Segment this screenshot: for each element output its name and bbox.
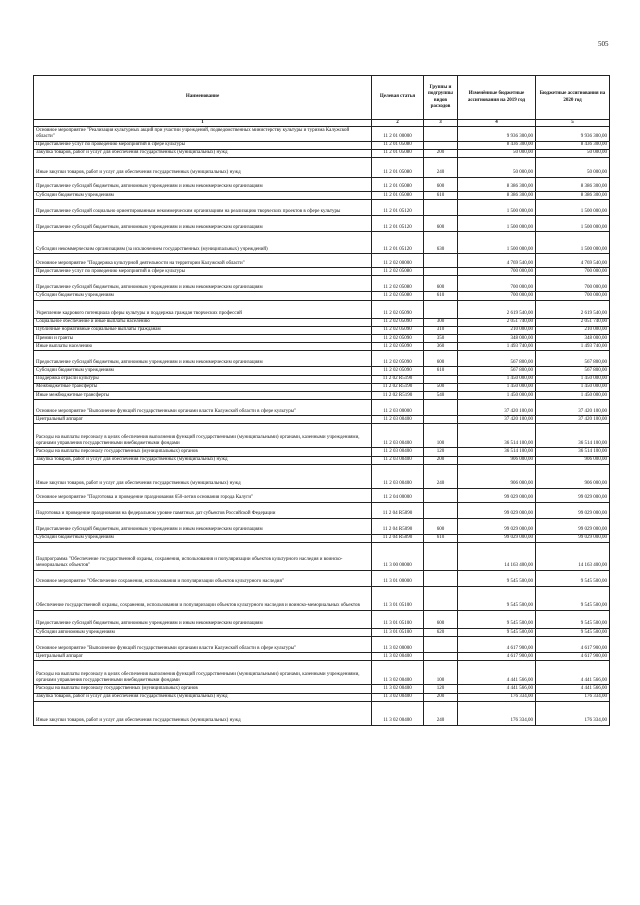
row-expense-group-cell: 350 xyxy=(424,335,458,343)
row-amount-2020-cell: 37 420 100,00 xyxy=(536,416,610,424)
row-target-article-cell: 11 2 04 R5090 xyxy=(372,502,424,518)
table-row xyxy=(34,400,610,416)
row-expense-group-cell: 120 xyxy=(424,448,458,456)
row-name-cell: Предоставление субсидий бюджетным, автономным учреждениям и иным некоммерческим организациям xyxy=(34,351,372,367)
table-row xyxy=(34,149,610,157)
row-amount-2019-cell: 906 000,00 xyxy=(458,464,536,488)
header-name: Наименование xyxy=(34,76,372,120)
row-expense-group-cell: 200 xyxy=(424,456,458,464)
row-name-cell: Закупка товаров, работ и услуг для обеспечения государственных (муниципальных) нужд xyxy=(34,456,372,464)
row-amount-2019-cell: 4 769 540,00 xyxy=(458,254,536,268)
row-target-article-cell: 11 2 01 05120 xyxy=(372,216,424,232)
row-amount-2020-cell: 348 000,00 xyxy=(536,335,610,343)
row-amount-2019-cell: 1 500 000,00 xyxy=(458,200,536,216)
table-row xyxy=(34,276,610,292)
row-amount-2019-cell: 700 000,00 xyxy=(458,268,536,276)
row-amount-2020-cell: 9 936 300,00 xyxy=(536,127,610,141)
row-target-article-cell: 11 2 03 00400 xyxy=(372,464,424,488)
row-amount-2020-cell: 9 545 500,00 xyxy=(536,587,610,611)
row-amount-2019-cell: 700 000,00 xyxy=(458,276,536,292)
row-target-article-cell: 11 3 01 05100 xyxy=(372,611,424,629)
row-expense-group-cell: 610 xyxy=(424,367,458,375)
row-amount-2020-cell: 9 545 500,00 xyxy=(536,611,610,629)
table-row xyxy=(34,629,610,637)
row-name-cell: Предоставление субсидий бюджетным, автономным учреждениям и иным некоммерческим организациям xyxy=(34,518,372,534)
table-row xyxy=(34,701,610,725)
row-target-article-cell: 11 2 02 05090 xyxy=(372,335,424,343)
row-amount-2020-cell: 176 334,00 xyxy=(536,693,610,701)
row-amount-2020-cell: 176 334,00 xyxy=(536,701,610,725)
table-row xyxy=(34,502,610,518)
row-name-cell: Основное мероприятие "Выполнение функций государственными органами власти Калужской области в сфере культуры" xyxy=(34,637,372,653)
row-amount-2020-cell: 210 000,00 xyxy=(536,326,610,334)
row-target-article-cell: 11 2 01 05080 xyxy=(372,192,424,200)
row-target-article-cell: 11 2 02 R5190 xyxy=(372,392,424,400)
row-expense-group-cell: 620 xyxy=(424,629,458,637)
table-row xyxy=(34,383,610,391)
row-amount-2020-cell: 567 800,00 xyxy=(536,351,610,367)
row-amount-2020-cell: 50 000,00 xyxy=(536,158,610,178)
row-amount-2019-cell: 9 545 500,00 xyxy=(458,629,536,637)
table-row xyxy=(34,375,610,383)
row-amount-2020-cell: 906 000,00 xyxy=(536,464,610,488)
row-expense-group-cell xyxy=(424,268,458,276)
row-amount-2020-cell: 1 450 000,00 xyxy=(536,375,610,383)
row-expense-group-cell: 310 xyxy=(424,326,458,334)
column-number-row xyxy=(34,120,610,127)
row-amount-2020-cell: 1 450 000,00 xyxy=(536,392,610,400)
row-amount-2019-cell: 4 441 566,00 xyxy=(458,661,536,685)
row-expense-group-cell: 240 xyxy=(424,464,458,488)
row-target-article-cell: 11 2 02 R5190 xyxy=(372,375,424,383)
row-amount-2020-cell: 14 163 400,00 xyxy=(536,543,610,571)
row-target-article-cell: 11 2 01 05080 xyxy=(372,141,424,149)
table-row xyxy=(34,464,610,488)
row-target-article-cell: 11 3 02 00400 xyxy=(372,653,424,661)
row-amount-2019-cell: 348 000,00 xyxy=(458,335,536,343)
row-name-cell: Расходы на выплаты персоналу государственных (муниципальных) органов xyxy=(34,685,372,693)
row-amount-2019-cell: 567 800,00 xyxy=(458,367,536,375)
table-row xyxy=(34,254,610,268)
column-number: 2 xyxy=(372,120,424,127)
row-amount-2020-cell: 9 545 500,00 xyxy=(536,571,610,587)
row-amount-2020-cell: 8 386 300,00 xyxy=(536,178,610,192)
table-row xyxy=(34,318,610,326)
row-amount-2020-cell: 1 500 000,00 xyxy=(536,232,610,254)
row-target-article-cell: 11 2 04 00000 xyxy=(372,488,424,502)
row-amount-2019-cell: 9 545 500,00 xyxy=(458,571,536,587)
row-expense-group-cell xyxy=(424,653,458,661)
row-target-article-cell: 11 2 03 00400 xyxy=(372,416,424,424)
row-target-article-cell: 11 2 03 00000 xyxy=(372,400,424,416)
row-name-cell: Субсидии бюджетным учреждениям xyxy=(34,192,372,200)
row-expense-group-cell: 100 xyxy=(424,424,458,448)
row-target-article-cell: 11 2 02 05090 xyxy=(372,326,424,334)
row-target-article-cell: 11 2 03 00400 xyxy=(372,448,424,456)
row-name-cell: Иные закупки товаров, работ и услуг для обеспечения государственных (муниципальных) нужд xyxy=(34,464,372,488)
row-amount-2020-cell: 700 000,00 xyxy=(536,276,610,292)
row-amount-2019-cell: 99 029 000,00 xyxy=(458,534,536,542)
row-expense-group-cell xyxy=(424,400,458,416)
row-name-cell: Предоставление субсидий бюджетным, автономным учреждениям и иным некоммерческим организациям xyxy=(34,611,372,629)
row-name-cell: Расходы на выплаты персоналу в целях обеспечения выполнения функций государственными (муниципальными) органами, казенными учреждениями, органами управления государственными внебюджетными фондами xyxy=(34,424,372,448)
table-row xyxy=(34,448,610,456)
table-row xyxy=(34,216,610,232)
table-row xyxy=(34,158,610,178)
row-expense-group-cell: 610 xyxy=(424,534,458,542)
row-amount-2019-cell: 36 514 100,00 xyxy=(458,448,536,456)
row-expense-group-cell: 600 xyxy=(424,216,458,232)
row-target-article-cell: 11 3 00 00000 xyxy=(372,543,424,571)
row-amount-2019-cell: 1 450 000,00 xyxy=(458,375,536,383)
row-expense-group-cell xyxy=(424,375,458,383)
table-row xyxy=(34,661,610,685)
column-number: 3 xyxy=(424,120,458,127)
row-amount-2020-cell: 4 441 566,00 xyxy=(536,685,610,693)
row-target-article-cell: 11 3 01 00000 xyxy=(372,571,424,587)
row-amount-2020-cell: 700 000,00 xyxy=(536,292,610,300)
row-amount-2019-cell: 176 334,00 xyxy=(458,701,536,725)
row-expense-group-cell xyxy=(424,254,458,268)
table-row xyxy=(34,351,610,367)
table-row xyxy=(34,611,610,629)
row-name-cell: Подготовка и проведение празднования на федеральном уровне памятных дат субъектов Российской Федерации xyxy=(34,502,372,518)
row-name-cell: Премии и гранты xyxy=(34,335,372,343)
table-row xyxy=(34,300,610,318)
row-target-article-cell: 11 2 02 05090 xyxy=(372,300,424,318)
row-name-cell: Предоставление субсидий бюджетным, автономным учреждениям и иным некоммерческим организациям xyxy=(34,178,372,192)
row-amount-2019-cell: 37 420 100,00 xyxy=(458,416,536,424)
row-expense-group-cell: 610 xyxy=(424,192,458,200)
header-expense-group: Группы и подгруппы видов расходов xyxy=(424,76,458,120)
row-expense-group-cell xyxy=(424,141,458,149)
row-name-cell: Подпрограмма "Обеспечение государственной охраны, сохранения, использования и популяризации объектов культурного наследия и воинско-мемориальных объектов" xyxy=(34,543,372,571)
row-name-cell: Субсидии бюджетным учреждениям xyxy=(34,367,372,375)
row-expense-group-cell xyxy=(424,488,458,502)
row-name-cell: Основное мероприятие "Реализация культурных акций при участии учреждений, подведомственных министерству культуры и туризма Калужской области" xyxy=(34,127,372,141)
row-target-article-cell: 11 2 02 05090 xyxy=(372,318,424,326)
row-expense-group-cell: 600 xyxy=(424,611,458,629)
table-row xyxy=(34,268,610,276)
row-amount-2020-cell: 36 514 100,00 xyxy=(536,448,610,456)
row-name-cell: Центральный аппарат xyxy=(34,416,372,424)
table-body xyxy=(34,120,610,726)
table-row xyxy=(34,335,610,343)
table-row xyxy=(34,141,610,149)
table-row xyxy=(34,587,610,611)
row-expense-group-cell xyxy=(424,571,458,587)
row-target-article-cell: 11 2 02 R5190 xyxy=(372,383,424,391)
row-expense-group-cell: 240 xyxy=(424,701,458,725)
row-name-cell: Иные межбюджетные трансферты xyxy=(34,392,372,400)
row-target-article-cell: 11 2 03 00400 xyxy=(372,456,424,464)
row-name-cell: Основное мероприятие "Выполнение функций государственными органами власти Калужской области в сфере культуры" xyxy=(34,400,372,416)
row-expense-group-cell: 360 xyxy=(424,343,458,351)
row-amount-2019-cell: 36 514 100,00 xyxy=(458,424,536,448)
row-amount-2019-cell: 2 619 540,00 xyxy=(458,300,536,318)
table-row xyxy=(34,232,610,254)
table-row xyxy=(34,543,610,571)
row-amount-2020-cell: 99 029 000,00 xyxy=(536,518,610,534)
row-name-cell: Субсидии бюджетным учреждениям xyxy=(34,292,372,300)
table-row xyxy=(34,200,610,216)
row-amount-2019-cell: 37 420 100,00 xyxy=(458,400,536,416)
column-number: 1 xyxy=(34,120,372,127)
row-amount-2019-cell: 8 386 300,00 xyxy=(458,178,536,192)
row-expense-group-cell: 600 xyxy=(424,518,458,534)
row-expense-group-cell: 200 xyxy=(424,149,458,157)
table-row xyxy=(34,571,610,587)
table-row xyxy=(34,326,610,334)
table-row xyxy=(34,424,610,448)
row-name-cell: Предоставление субсидий бюджетным, автономным учреждениям и иным некоммерческим организациям xyxy=(34,216,372,232)
column-number: 4 xyxy=(458,120,536,127)
row-expense-group-cell xyxy=(424,587,458,611)
row-amount-2020-cell: 2 051 740,00 xyxy=(536,318,610,326)
row-target-article-cell: 11 2 03 00400 xyxy=(372,424,424,448)
row-name-cell: Иные выплаты населению xyxy=(34,343,372,351)
row-name-cell: Предоставление услуг по проведению мероприятий в сфере культуры xyxy=(34,141,372,149)
row-expense-group-cell xyxy=(424,543,458,571)
row-target-article-cell: 11 2 02 05080 xyxy=(372,276,424,292)
row-name-cell: Закупка товаров, работ и услуг для обеспечения государственных (муниципальных) нужд xyxy=(34,693,372,701)
row-amount-2020-cell: 2 619 540,00 xyxy=(536,300,610,318)
row-expense-group-cell: 540 xyxy=(424,392,458,400)
row-amount-2020-cell: 1 450 000,00 xyxy=(536,383,610,391)
row-amount-2020-cell: 50 000,00 xyxy=(536,149,610,157)
row-amount-2019-cell: 4 617 900,00 xyxy=(458,653,536,661)
row-expense-group-cell: 300 xyxy=(424,318,458,326)
page-number: 505 xyxy=(598,40,609,48)
table-row xyxy=(34,127,610,141)
row-expense-group-cell: 610 xyxy=(424,292,458,300)
row-amount-2020-cell: 906 000,00 xyxy=(536,456,610,464)
row-amount-2019-cell: 99 029 000,00 xyxy=(458,502,536,518)
row-amount-2019-cell: 1 493 740,00 xyxy=(458,343,536,351)
row-amount-2020-cell: 1 493 740,00 xyxy=(536,343,610,351)
row-name-cell: Иные закупки товаров, работ и услуг для обеспечения государственных (муниципальных) нужд xyxy=(34,158,372,178)
row-name-cell: Поддержка отрасли культуры xyxy=(34,375,372,383)
row-amount-2020-cell: 4 617 900,00 xyxy=(536,637,610,653)
row-amount-2019-cell: 9 545 500,00 xyxy=(458,611,536,629)
row-name-cell: Расходы на выплаты персоналу в целях обеспечения выполнения функций государственными (муниципальными) органами, казенными учреждениями, органами управления государственными внебюджетными фондами xyxy=(34,661,372,685)
row-name-cell: Иные закупки товаров, работ и услуг для обеспечения государственных (муниципальных) нужд xyxy=(34,701,372,725)
row-expense-group-cell xyxy=(424,416,458,424)
header-amount-2019: Изменённые бюджетные ассигнования на 2019 год xyxy=(458,76,536,120)
row-target-article-cell: 11 3 02 00400 xyxy=(372,685,424,693)
row-target-article-cell: 11 3 02 00000 xyxy=(372,637,424,653)
row-expense-group-cell: 240 xyxy=(424,158,458,178)
row-amount-2020-cell: 37 420 100,00 xyxy=(536,400,610,416)
header-target-article: Целевая статья xyxy=(372,76,424,120)
row-amount-2019-cell: 176 334,00 xyxy=(458,693,536,701)
row-expense-group-cell: 600 xyxy=(424,276,458,292)
row-amount-2019-cell: 1 500 000,00 xyxy=(458,232,536,254)
row-target-article-cell: 11 2 02 05090 xyxy=(372,343,424,351)
row-amount-2020-cell: 99 029 000,00 xyxy=(536,534,610,542)
row-amount-2019-cell: 9 936 300,00 xyxy=(458,127,536,141)
row-target-article-cell: 11 2 02 05090 xyxy=(372,351,424,367)
row-expense-group-cell: 120 xyxy=(424,685,458,693)
row-amount-2019-cell: 210 000,00 xyxy=(458,326,536,334)
budget-table xyxy=(33,75,610,726)
row-name-cell: Публичные нормативные социальные выплаты гражданам xyxy=(34,326,372,334)
row-amount-2019-cell: 906 000,00 xyxy=(458,456,536,464)
row-name-cell: Обеспечение государственной охраны, сохранения, использования и популяризации объектов культурного наследия и воинско-мемориальных объектов xyxy=(34,587,372,611)
row-target-article-cell: 11 2 01 05120 xyxy=(372,200,424,216)
table-row xyxy=(34,693,610,701)
row-target-article-cell: 11 2 02 00000 xyxy=(372,254,424,268)
row-amount-2019-cell: 567 800,00 xyxy=(458,351,536,367)
row-target-article-cell: 11 3 02 00400 xyxy=(372,693,424,701)
row-name-cell: Субсидии бюджетным учреждениям xyxy=(34,534,372,542)
row-target-article-cell: 11 2 04 R5090 xyxy=(372,518,424,534)
header-amount-2020: Бюджетные ассигнования на 2020 год xyxy=(536,76,610,120)
row-amount-2019-cell: 4 441 566,00 xyxy=(458,685,536,693)
row-amount-2019-cell: 1 450 000,00 xyxy=(458,383,536,391)
row-target-article-cell: 11 3 02 00400 xyxy=(372,661,424,685)
row-expense-group-cell: 200 xyxy=(424,693,458,701)
table-row xyxy=(34,685,610,693)
row-expense-group-cell xyxy=(424,200,458,216)
row-amount-2020-cell: 4 769 540,00 xyxy=(536,254,610,268)
table-row xyxy=(34,456,610,464)
row-target-article-cell: 11 2 02 05090 xyxy=(372,367,424,375)
row-target-article-cell: 11 2 01 00000 xyxy=(372,127,424,141)
row-name-cell: Укрепление кадрового потенциала сферы культуры и поддержка граждан творческих профессий xyxy=(34,300,372,318)
row-amount-2020-cell: 9 545 500,00 xyxy=(536,629,610,637)
row-amount-2020-cell: 567 800,00 xyxy=(536,367,610,375)
row-amount-2019-cell: 1 450 000,00 xyxy=(458,392,536,400)
row-amount-2019-cell: 8 386 300,00 xyxy=(458,192,536,200)
row-name-cell: Социальное обеспечение и иные выплаты населению xyxy=(34,318,372,326)
row-amount-2020-cell: 8 386 300,00 xyxy=(536,192,610,200)
row-amount-2019-cell: 9 545 500,00 xyxy=(458,587,536,611)
row-amount-2020-cell: 4 441 566,00 xyxy=(536,661,610,685)
row-amount-2019-cell: 1 500 000,00 xyxy=(458,216,536,232)
table-row xyxy=(34,192,610,200)
row-target-article-cell: 11 3 02 00400 xyxy=(372,701,424,725)
row-target-article-cell: 11 3 01 05100 xyxy=(372,587,424,611)
row-expense-group-cell: 100 xyxy=(424,661,458,685)
row-amount-2020-cell: 700 000,00 xyxy=(536,268,610,276)
row-target-article-cell: 11 2 01 05080 xyxy=(372,178,424,192)
row-name-cell: Межбюджетные трансферты xyxy=(34,383,372,391)
row-amount-2019-cell: 4 617 900,00 xyxy=(458,637,536,653)
row-name-cell: Основное мероприятие "Обеспечение сохранения, использования и популяризации объектов культурного наследия" xyxy=(34,571,372,587)
row-name-cell: Субсидии автономным учреждениям xyxy=(34,629,372,637)
row-amount-2019-cell: 50 000,00 xyxy=(458,149,536,157)
table-row xyxy=(34,637,610,653)
table-row xyxy=(34,367,610,375)
row-expense-group-cell xyxy=(424,637,458,653)
row-amount-2019-cell: 99 029 000,00 xyxy=(458,488,536,502)
table-header xyxy=(34,76,610,120)
row-amount-2019-cell: 14 163 400,00 xyxy=(458,543,536,571)
row-expense-group-cell xyxy=(424,300,458,318)
row-amount-2019-cell: 2 051 740,00 xyxy=(458,318,536,326)
table-row xyxy=(34,488,610,502)
row-amount-2019-cell: 50 000,00 xyxy=(458,158,536,178)
row-target-article-cell: 11 3 01 05100 xyxy=(372,629,424,637)
row-expense-group-cell xyxy=(424,502,458,518)
table-row xyxy=(34,416,610,424)
row-name-cell: Расходы на выплаты персоналу государственных (муниципальных) органов xyxy=(34,448,372,456)
row-name-cell: Закупка товаров, работ и услуг для обеспечения государственных (муниципальных) нужд xyxy=(34,149,372,157)
row-target-article-cell: 11 2 01 05120 xyxy=(372,232,424,254)
row-expense-group-cell xyxy=(424,127,458,141)
row-amount-2020-cell: 8 436 300,00 xyxy=(536,141,610,149)
table-row xyxy=(34,178,610,192)
row-name-cell: Основное мероприятие "Подготовка и проведение празднования 650-летия основания города Калуги" xyxy=(34,488,372,502)
row-amount-2019-cell: 99 029 000,00 xyxy=(458,518,536,534)
table-row xyxy=(34,534,610,542)
row-name-cell: Предоставление субсидий социально ориентированным некоммерческим организациям на реализацию творческих проектов в сфере культуры xyxy=(34,200,372,216)
row-name-cell: Центральный аппарат xyxy=(34,653,372,661)
row-expense-group-cell: 600 xyxy=(424,351,458,367)
row-target-article-cell: 11 2 01 05080 xyxy=(372,149,424,157)
row-name-cell: Предоставление субсидий бюджетным, автономным учреждениям и иным некоммерческим организациям xyxy=(34,276,372,292)
row-target-article-cell: 11 2 04 R5090 xyxy=(372,534,424,542)
row-amount-2019-cell: 700 000,00 xyxy=(458,292,536,300)
row-amount-2020-cell: 99 029 000,00 xyxy=(536,502,610,518)
row-name-cell: Предоставление услуг по проведению мероприятий в сфере культуры xyxy=(34,268,372,276)
row-amount-2020-cell: 1 500 000,00 xyxy=(536,216,610,232)
row-name-cell: Основное мероприятие "Поддержка культурной деятельности на территории Калужской области" xyxy=(34,254,372,268)
column-number: 5 xyxy=(536,120,610,127)
table-row xyxy=(34,343,610,351)
row-amount-2020-cell: 1 500 000,00 xyxy=(536,200,610,216)
table-row xyxy=(34,518,610,534)
row-amount-2020-cell: 36 514 100,00 xyxy=(536,424,610,448)
row-target-article-cell: 11 2 01 05080 xyxy=(372,158,424,178)
row-name-cell: Субсидии некоммерческим организациям (за исключением государственных (муниципальных) учреждений) xyxy=(34,232,372,254)
row-amount-2020-cell: 4 617 900,00 xyxy=(536,653,610,661)
row-expense-group-cell: 630 xyxy=(424,232,458,254)
table-row xyxy=(34,292,610,300)
row-amount-2020-cell: 99 029 000,00 xyxy=(536,488,610,502)
table-row xyxy=(34,392,610,400)
row-expense-group-cell: 500 xyxy=(424,383,458,391)
row-target-article-cell: 11 2 02 05080 xyxy=(372,292,424,300)
row-expense-group-cell: 600 xyxy=(424,178,458,192)
row-amount-2019-cell: 8 436 300,00 xyxy=(458,141,536,149)
row-target-article-cell: 11 2 02 05080 xyxy=(372,268,424,276)
table-row xyxy=(34,653,610,661)
